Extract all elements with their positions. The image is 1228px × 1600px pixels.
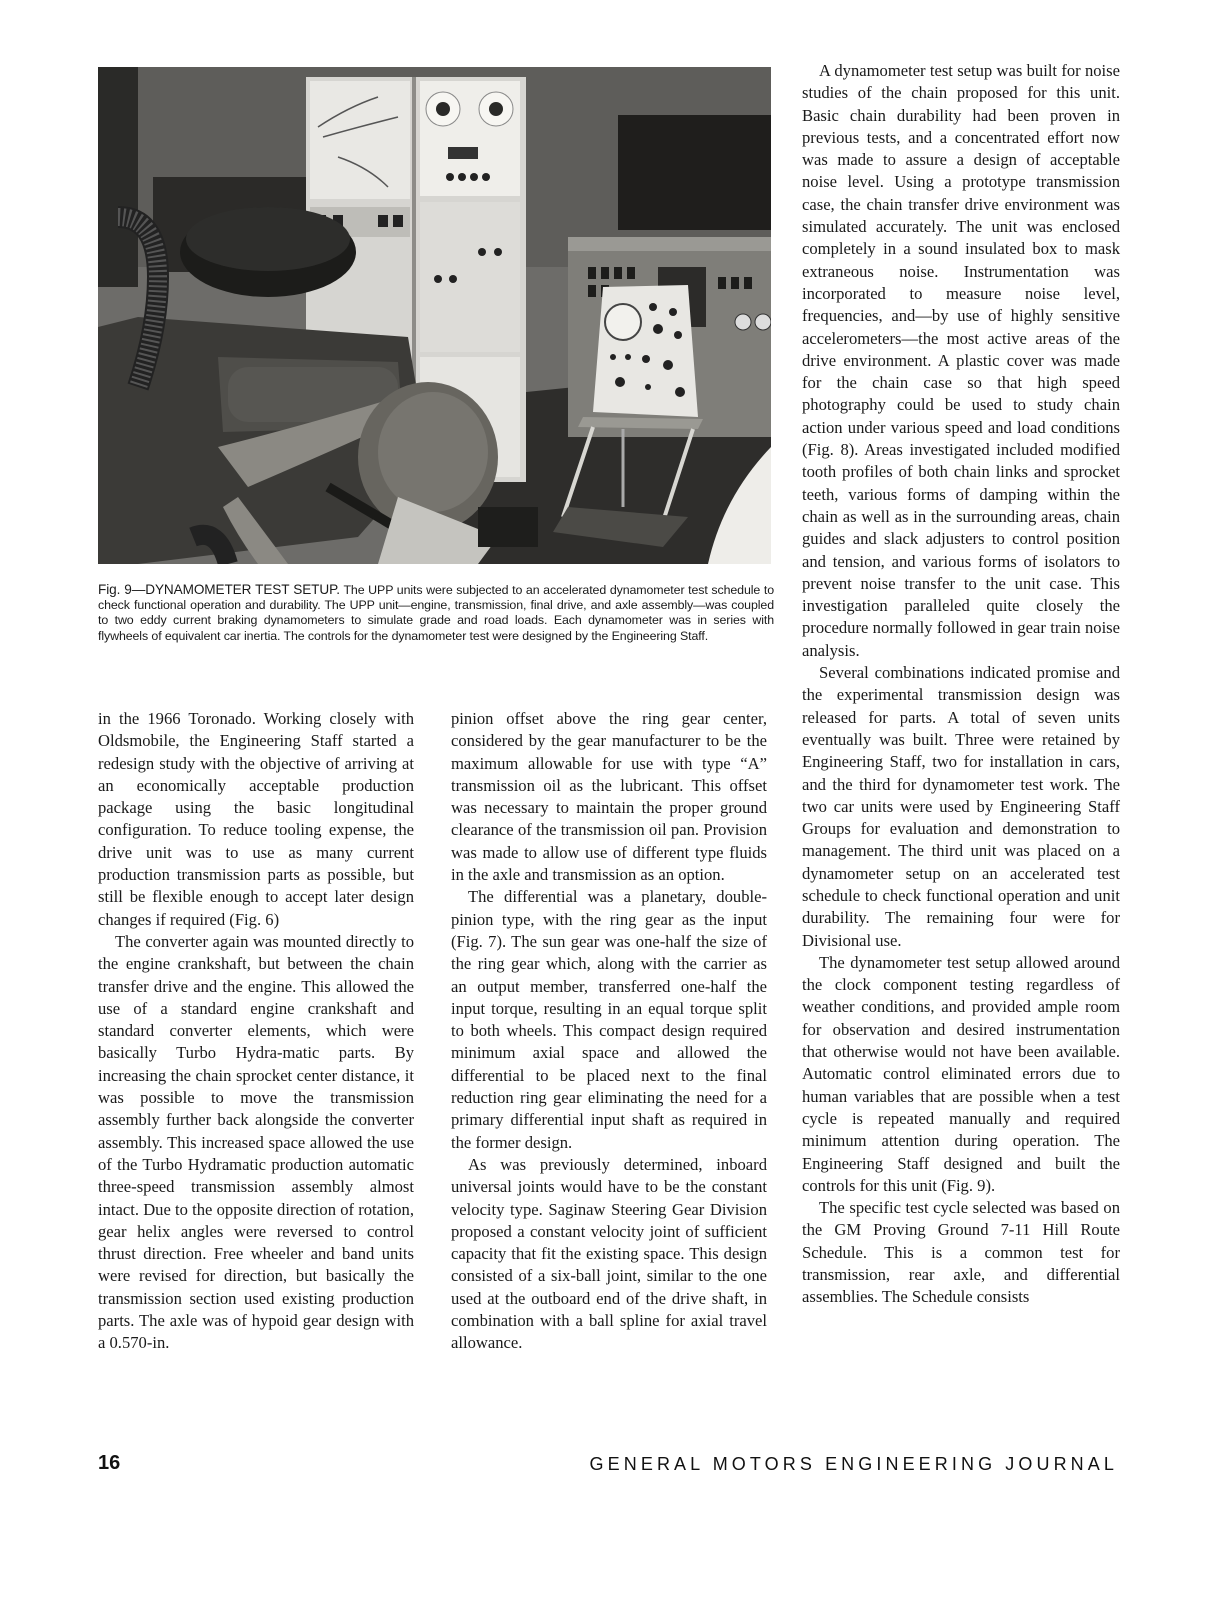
paragraph: Several combinations indicated promise and the experimental transmission design was released for parts. A total of seven units eventually was built. Three were retained by Engineering Staff, two for installation in cars, and the third for dynamometer test work. The two car units were used by Engineering Staff Groups for evaluation and demonstration to management. The third unit was placed on a dynamometer setup on an accelerated test schedule to check functional operation and unit durability. The remaining four were for Divisional use. <box>802 663 1120 950</box>
print-speck <box>232 690 246 693</box>
journal-title: GENERAL MOTORS ENGINEERING JOURNAL <box>589 1454 1118 1474</box>
text-column-3 <box>802 60 1120 1309</box>
paragraph: in the 1966 Toronado. Working closely with Oldsmobile, the Engineering Staff started a redesign study with the objective of arriving at an economically acceptable production package using the basic longitudinal configuration. To reduce tooling expense, the drive unit was to use as many current production transmission parts as possible, but still be flexible enough to accept later design changes if required (Fig. 6) <box>98 709 414 929</box>
paragraph: pinion offset above the ring gear center, considered by the gear manufacturer to be the maximum allowable for use with type “A” transmission oil as the lubricant. This offset was necessary to maintain the proper ground clearance of the transmission oil pan. Provision was made to allow use of different type fluids in the axle and transmission as an option. <box>451 709 767 885</box>
figure-caption-body: The UPP units were subjected to an accelerated dynamometer test schedule to check functional operation and durability. The UPP unit—engine, transmission, final drive, and axle assembly—was coupled to two eddy current braking dynamometers to simulate grade and road loads. Each dynamometer was in series with flywheels of equivalent car inertia. The controls for the dynamometer test were designed by the Engineering Staff. <box>98 583 775 643</box>
figure-caption-lead: Fig. 9—DYNAMOMETER TEST SETUP. <box>98 582 340 597</box>
dynamometer-photo-illustration <box>98 67 771 564</box>
paragraph: The converter again was mounted directly to the engine crankshaft, but between the chain transfer drive and the engine. This allowed the use of a standard engine crankshaft and standard converter elements, which were basically Turbo Hydra-matic parts. By increasing the chain sprocket center distance, it was possible to move the transmission assembly further back alongside the converter assembly. This increased space allowed the use of the Turbo Hydramatic production automatic three-speed transmission assembly almost intact. Due to the opposite direction of rotation, gear helix angles were reversed to control thrust direction. Free wheeler and band units were revised for direction, but basically the transmission section used existing production parts. The axle was of hypoid gear design with a 0.570-in. <box>98 931 414 1353</box>
paragraph: A dynamometer test setup was built for noise studies of the chain proposed for this unit. Basic chain durability had been proven in previous tests, and a concentrated effort now was made to assure a design of acceptable noise level. Using a prototype transmission case, the chain transfer drive environment was simulated accurately. The unit was enclosed completely in a sound insulated box to mask extraneous noise. Instrumentation was incorporated to measure noise level, frequencies, and—by use of highly sensitive accelerometers—the most active areas of the drive environment. A plastic cover was made for the chain case so that high speed photography could be used to study chain action under various speed and load conditions (Fig. 8). Areas investigated included modified tooth profiles of both chain links and sprocket teeth, various forms of damping within the chain as well as in the surrounding areas, chain guides and slack adjusters to control position and tension, and various forms of isolators to prevent noise transfer to the unit case. This investigation paralleled quite closely the procedure normally followed in gear train noise analysis. <box>802 61 1120 660</box>
figure-9-photo <box>98 67 771 564</box>
text-column-1 <box>98 708 414 1355</box>
text-column-2 <box>451 708 767 1355</box>
figure-caption <box>98 582 774 644</box>
paragraph: As was previously determined, inboard universal joints would have to be the constant velocity type. Saginaw Steering Gear Division proposed a constant velocity joint of sufficient capacity that fit the existing space. This design consisted of a six-ball joint, similar to the one used at the outboard end of the drive shaft, in combination with a ball spline for axial travel allowance. <box>451 1154 767 1353</box>
paragraph: The differential was a planetary, double-pinion type, with the ring gear as the input (Fig. 7). The sun gear was one-half the size of the ring gear which, along with the carrier as an output member, transferred one-half the input torque, resulting in an equal torque split to both wheels. This compact design required minimum axial space and allowed the differential to be placed next to the final reduction ring gear eliminating the need for a primary differential input shaft as required in the former design. <box>451 887 767 1152</box>
page-number: 16 <box>98 1452 121 1474</box>
paragraph: The dynamometer test setup allowed around the clock component testing regardless of weather conditions, and provided ample room for observation and desired instrumentation that otherwise would not have been available. Automatic control eliminated errors due to human variables that are possible when a test cycle is repeated manually and required minimum attention during operation. The Engineering Staff designed and built the controls for this unit (Fig. 9). <box>802 952 1120 1195</box>
paragraph: The specific test cycle selected was based on the GM Proving Ground 7-11 Hill Route Schedule. This is a common test for transmission, rear axle, and differential assemblies. The Schedule consists <box>802 1198 1120 1307</box>
